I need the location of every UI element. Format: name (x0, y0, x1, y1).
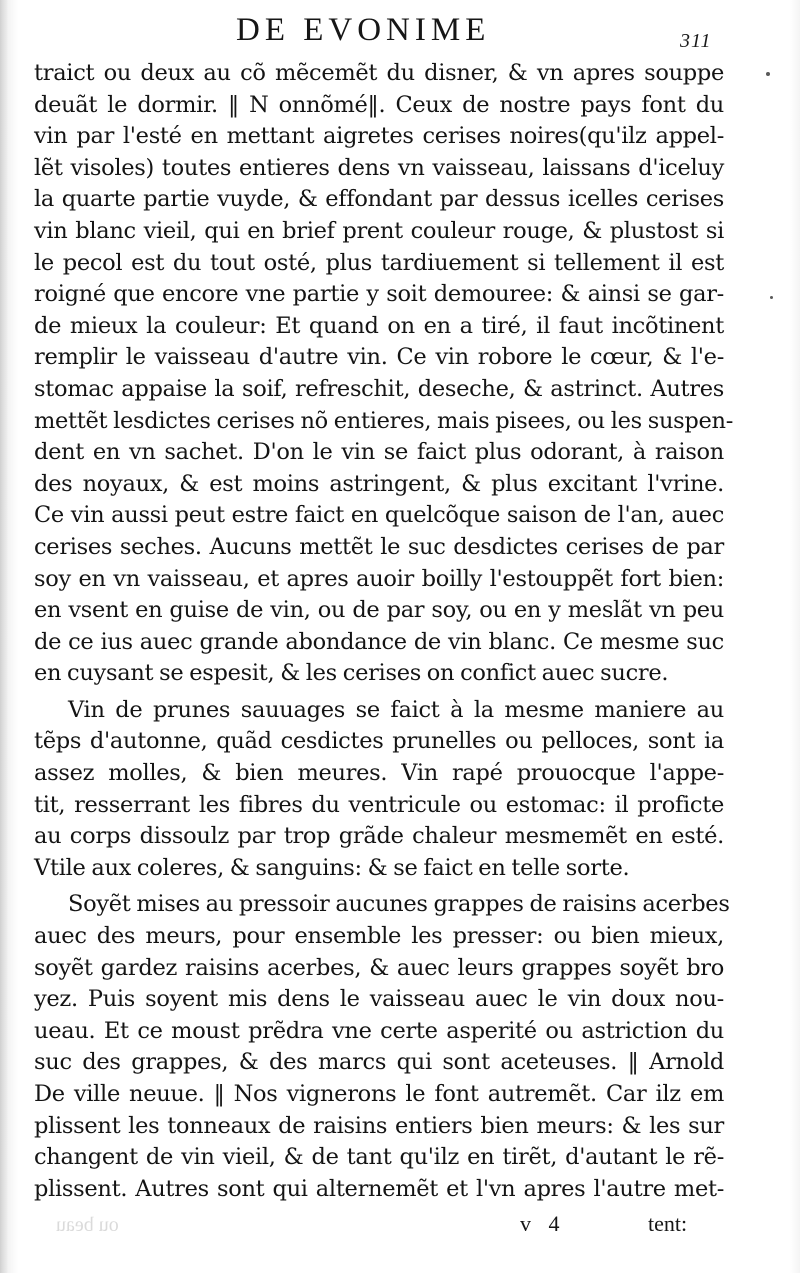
text-line: remplir le vaisseau d'autre vin. Ce vin robore le cœur, & l'e- (34, 344, 724, 371)
text-line: de ce ius auec grande abondance de vin blanc. Ce mesme suc (34, 628, 724, 655)
show-through-text: ou beau (56, 1214, 119, 1236)
text-line: cerises seches. Aucuns mettẽt le suc desdictes cerises de par (34, 533, 724, 560)
text-line: plissent les tonneaux de raisins entiers bien meurs: & les sur (34, 1112, 724, 1139)
text-line: tit, resserrant les fibres du ventricule ou estomac: il proficte (34, 791, 724, 818)
text-line: la quarte partie vuyde, & effondant par dessus icelles cerises (34, 186, 724, 213)
page-number: 311 (680, 30, 712, 52)
text-line: traict ou deux au cõ mẽcemẽt du disner, & vn apres souppe (34, 60, 724, 86)
gutter-shadow (0, 0, 8, 1273)
text-line: assez molles, & bien meures. Vin rapé prouocque l'appe- (34, 760, 724, 787)
paragraph-start-line: Vin de prunes sauuages se faict à la mesme maniere au (68, 696, 724, 723)
text-line: Ce vin aussi peut estre faict en quelcõque saison de l'an, auec (34, 502, 724, 529)
text-line: soyẽt gardez raisins acerbes, & auec leurs grappes soyẽt bro (34, 954, 724, 981)
text-line: suc des grappes, & des marcs qui sont aceteuses. ‖ Arnold (34, 1049, 724, 1076)
text-line: des noyaux, & est moins astringent, & plus excitant l'vrine. (34, 470, 724, 497)
text-line: plissent. Autres sont qui alternemẽt et l'vn apres l'autre met- (34, 1175, 724, 1202)
text-line: changent de vin vieil, & de tant qu'ilz en tirẽt, d'autant le rẽ- (34, 1144, 724, 1171)
text-line: vin blanc vieil, qui en brief prent couleur rouge, & plustost si (34, 217, 724, 244)
paragraph-start-line: Soyẽt mises au pressoir aucunes grappes de raisins acerbes (68, 891, 730, 918)
text-line: deuãt le dormir. ‖ N onnõmé‖. Ceux de nostre pays font du (34, 91, 724, 118)
text-line: tẽps d'autonne, quãd cesdictes prunelles ou pelloces, sont ia (34, 728, 724, 755)
text-line: au corps dissoulz par trop grãde chaleur mesmemẽt en esté. (34, 823, 724, 850)
text-line: Vtile aux coleres, & sanguins: & se faict en telle sorte. (34, 854, 630, 881)
text-line: en cuysant se espesit, & les cerises on confict auec sucre. (34, 660, 669, 687)
ink-speck (766, 72, 770, 76)
text-line: vin par l'esté en mettant aigretes cerises noires(qu'ilz appel- (34, 123, 724, 150)
text-line: soy en vn vaisseau, et apres auoir boilly l'estouppẽt fort bien: (34, 565, 724, 592)
text-line: ueau. Et ce moust prẽdra vne certe asperité ou astriction du (34, 1017, 724, 1044)
ink-speck (770, 296, 773, 299)
page-footer (0, 1203, 800, 1243)
text-line: auec des meurs, pour ensemble les presser: ou bien mieux, (34, 923, 724, 950)
text-line: de mieux la couleur: Et quand on en a tiré, il faut incõtinent (34, 312, 724, 339)
running-head (0, 6, 800, 50)
body-text (34, 58, 734, 1205)
text-line: roigné que encore vne partie y soit demouree: & ainsi se gar- (34, 281, 724, 308)
text-line: le pecol est du tout osté, plus tardiuement si tellement il est (34, 249, 724, 276)
text-line: De ville neuue. ‖ Nos vignerons le font autremẽt. Car ilz em (34, 1081, 724, 1107)
catchword: tent: (648, 1211, 688, 1236)
signature-mark: v 4 (520, 1211, 566, 1236)
running-title: DE EVONIME (236, 12, 491, 48)
text-line: lẽt visoles) toutes entieres dens vn vaisseau, laissans d'iceluy (34, 154, 724, 181)
text-line: en vsent en guise de vin, ou de par soy, ou en y meslãt vn peu (34, 597, 724, 624)
text-line: yez. Puis soyent mis dens le vaisseau auec le vin doux nou- (34, 986, 724, 1013)
text-line: mettẽt lesdictes cerises nõ entieres, mais pisees, ou les suspen- (34, 407, 734, 434)
text-line: dent en vn sachet. D'on le vin se faict plus odorant, à raison (34, 439, 724, 466)
text-line: stomac appaise la soif, refreschit, deseche, & astrinct. Autres (34, 375, 724, 402)
